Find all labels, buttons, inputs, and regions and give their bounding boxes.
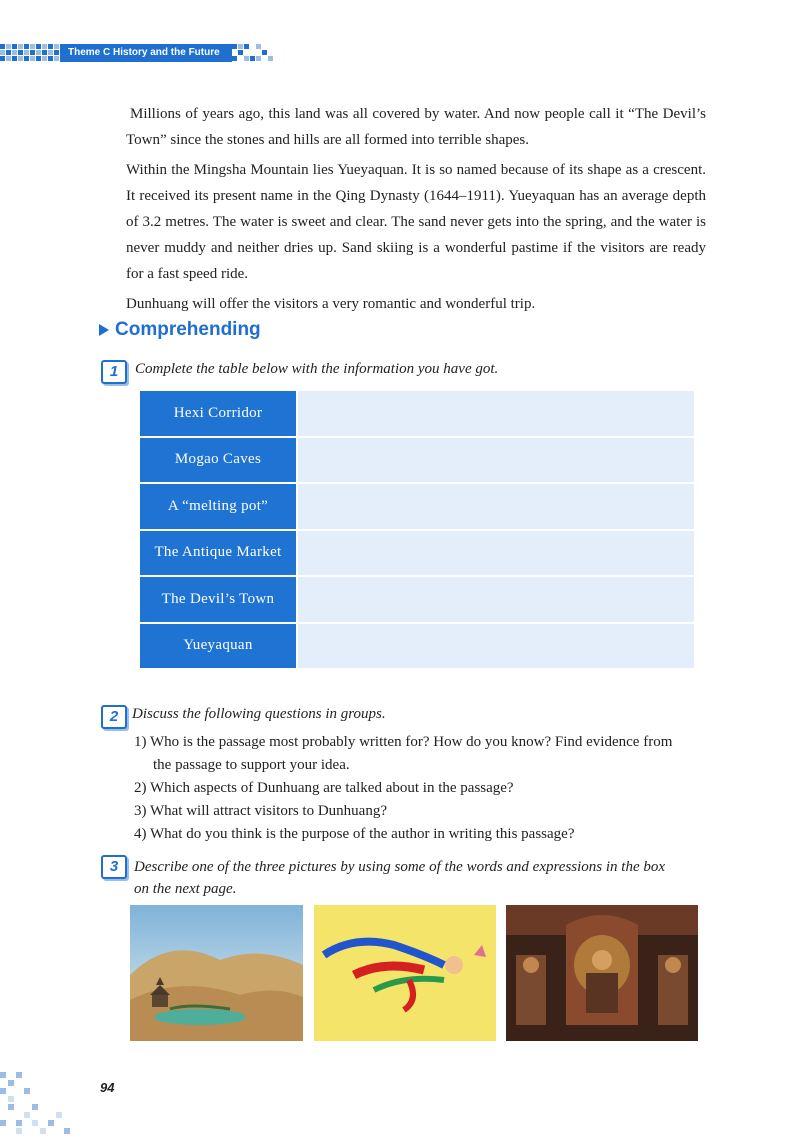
task3-instruction (134, 856, 714, 900)
section-heading (99, 319, 261, 341)
passage-paragraph-3: Dunhuang will offer the visitors a very romantic and wonderful trip. (126, 296, 536, 312)
table-answer-cell[interactable] (298, 577, 694, 622)
list-item: 2) Which aspects of Dunhuang are talked about in the passage? (134, 780, 514, 796)
table-answer-cell[interactable] (298, 391, 694, 436)
table-row-label: The Devil’s Town (140, 577, 296, 622)
task3-instruction-line: on the next page. (134, 881, 237, 897)
passage-paragraph-1: Millions of years ago, this land was all covered by water. And now people call it “The Devil’s Town” since the stones and hills are all formed into terrible shapes. (126, 106, 706, 148)
page-number: 94 (100, 1080, 115, 1095)
list-item: 4) What do you think is the purpose of the author in writing this passage? (134, 826, 575, 842)
info-table (140, 391, 694, 670)
table-row (140, 577, 694, 622)
table-row-label: Hexi Corridor (140, 391, 296, 436)
section-title: Comprehending (115, 319, 261, 340)
table-answer-cell[interactable] (298, 531, 694, 576)
table-row (140, 391, 694, 436)
page-header (0, 38, 280, 68)
table-row (140, 484, 694, 529)
pixel-pattern-left (0, 38, 62, 68)
triangle-bullet-icon (99, 324, 109, 336)
table-row-label: Mogao Caves (140, 438, 296, 483)
table-row-label: Yueyaquan (140, 624, 296, 669)
task1-instruction: Complete the table below with the information you have got. (135, 361, 499, 377)
task3-instruction-line: Describe one of the three pictures by using some of the words and expressions in the box (134, 859, 666, 875)
table-row (140, 624, 694, 669)
task-number-badge: 3 (101, 855, 127, 879)
mogao-cave-buddha-picture (506, 905, 698, 1041)
table-row-label: The Antique Market (140, 531, 296, 576)
task-number-badge: 2 (101, 705, 127, 729)
pixel-pattern-corner (0, 1068, 100, 1138)
task-number-badge: 1 (101, 360, 127, 384)
table-answer-cell[interactable] (298, 438, 694, 483)
pixel-pattern-right (232, 42, 276, 66)
theme-label: Theme C History and the Future (68, 47, 220, 58)
task2-instruction: Discuss the following questions in groups. (132, 706, 386, 722)
passage-paragraph-2: Within the Mingsha Mountain lies Yueyaquan. It is so named because of its shape as a crescent. It received its present name in the Qing Dynasty (1644–1911). Yueyaquan has an average depth of 3.2 metres. The water is sweet and clear. The sand never gets into the spring, and the water is never muddy and neither dries up. Sand skiing is a wonderful pastime if the visitors are ready for a fast speed ride. (126, 162, 706, 282)
table-answer-cell[interactable] (298, 624, 694, 669)
passage (126, 101, 706, 317)
table-row (140, 438, 694, 483)
table-row (140, 531, 694, 576)
flying-apsaras-picture (314, 905, 496, 1041)
table-row-label: A “melting pot” (140, 484, 296, 529)
question-list (134, 731, 710, 846)
table-answer-cell[interactable] (298, 484, 694, 529)
crescent-spring-picture (130, 905, 303, 1041)
list-item: the passage to support your idea. (153, 757, 350, 773)
list-item: 1) Who is the passage most probably written for? How do you know? Find evidence from (134, 734, 673, 750)
list-item: 3) What will attract visitors to Dunhuang? (134, 803, 388, 819)
